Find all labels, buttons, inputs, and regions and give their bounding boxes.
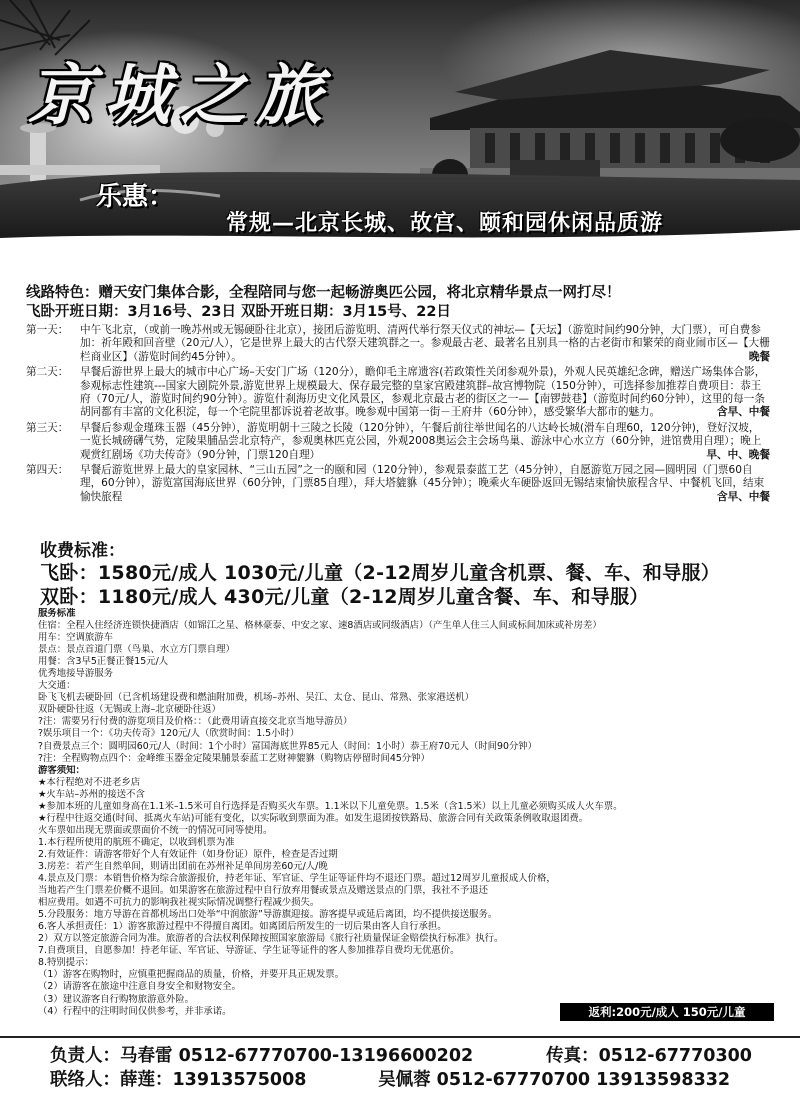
contact-person-2: 吴佩蓉 0512-67770700 13913598332 <box>378 1070 731 1090</box>
contact-person-1: 联络人：薛莲：13913575008 <box>50 1070 307 1090</box>
price-double-sleeper: 双卧：1180元/成人 430元/儿童（2-12周岁儿童含餐、车、和导服） <box>40 586 649 608</box>
notes-line: 6.客人承担责任：1）游客旅游过程中不得擅自离团。如离团后所发生的一切后果由客人自行承担。 <box>38 921 447 933</box>
day-meals: 早、中、晚餐 <box>706 448 770 461</box>
header-banner <box>0 0 800 262</box>
price-fly-sleeper: 飞卧：1580元/成人 1030元/儿童（2-12周岁儿童含机票、餐、车、和导服） <box>40 562 721 584</box>
notes-line: 大交通： <box>38 680 76 692</box>
notes-line: ?自费景点三个：圆明园60元/人（时间：1个小时）富国海底世界85元人（时间：1小时）恭王府70元人（时间90分钟） <box>38 740 538 752</box>
notes-heading: 服务标准 <box>38 608 76 619</box>
notes-line: 1.本行程所使用的航班不确定，以收到机票为准 <box>38 836 235 848</box>
day-label: 第二天： <box>26 366 69 379</box>
contact-fax: 传真：0512-67770300 <box>546 1046 752 1066</box>
notes-line: ?注：需要另行付费的游览项目及价格：：（此费用请直接交北京当地导游员） <box>38 716 353 728</box>
notes-line: （4）行程中的注明时间仅供参考，并非承诺。 <box>38 1005 232 1017</box>
day-label: 第四天： <box>26 464 69 477</box>
day-text: 早餐后游览世界上最大的皇家园林、“三山五园”之一的颐和园（120分钟），参观景泰蓝工艺（45分钟），自愿游览万园之园—圆明园（门票60自理，60分钟），游览富国海底世界（60分钟，门票85自理），拜大塔貔貅（45分钟）；晚乘火车硬卧返回无锡结束愉快旅程含早、中餐机飞回，结束愉快旅程 <box>80 464 765 503</box>
fee-section-title: 收费标准： <box>40 541 125 561</box>
notes-line: （1）游客在购物时，应慎重把握商品的质量，价格，并要开具正规发票。 <box>38 969 344 981</box>
contact-leader: 负责人：马春雷 0512-67770700-13196600202 <box>50 1046 474 1066</box>
notes-line: ★行程中往返交通(时间、抵离火车站)可能有变化，以实际收到票面为准。如发生退团按铁路局、旅游合同有关政策条例收取退团费。 <box>38 812 589 824</box>
notes-line: 景点：景点首道门票（鸟巢、水立方门票自理） <box>38 644 235 656</box>
promo-label: 乐惠： <box>96 182 175 212</box>
notes-heading: 游客须知： <box>38 764 85 776</box>
notes-line: 3.房差：若产生自然单间，则请出团前在苏州补足单间房差60元/人/晚 <box>38 860 328 872</box>
day-label: 第三天： <box>26 421 69 434</box>
day-text: 早餐后游世界上最大的城市中心广场–天安门广场（120分），瞻仰毛主席遗容(若政策性关闭参观外景)，外观人民英雄纪念碑，赠送广场集体合影，参观标志性建筑---国家大剧院外景,游览世界上规模最大、保存最完整的皇家宫殿建筑群–故宫博物院（150分钟），可选择参加推荐自费项目：恭王府（70元/人，游览时间约90分钟）。游览什刹海历史文化风景区，参观北京最古老的街区之一—【南锣鼓巷】（游览时间约60分钟），这里的每一条胡同都有丰富的文化积淀，每一个宅院里都诉说着老故事。晚参观中国第一街－王府井（60分钟），感受繁华大都市的魅力。 <box>80 366 766 419</box>
notes-line: 5.分段服务：地方导游在首都机场出口处举“中润旅游”导游旗迎接。游客提早或延后离团，均不提供接送服务。 <box>38 909 498 921</box>
itinerary-day <box>26 422 774 462</box>
page-title: 京城之旅 <box>28 56 332 134</box>
contact-row-2 <box>50 1066 730 1091</box>
notes-line: 住宿：全程入住经济连锁快捷酒店（如锦江之星、格林豪泰、中安之家、速8酒店或同级酒店）（产生单人住三人间或标间加床或补房差） <box>38 620 602 632</box>
notes-line: （2）请游客在旅途中注意自身安全和财物安全。 <box>38 981 241 993</box>
notes-line: 2）双方以签定旅游合同为准。旅游者的合法权利保障按照国家旅游局《旅行社质量保证金赔偿执行标准》执行。 <box>38 933 504 945</box>
notes-line: ?注：全程购物点四个：金峰维玉器金定陵果脯景泰蓝工艺财神貔貅（购物店停留时间45分钟） <box>38 752 430 764</box>
itinerary-day <box>26 366 774 420</box>
itinerary-day <box>26 324 774 364</box>
day-text: 早餐后参观金瑾珠玉器（45分钟），游览明朝十三陵之长陵（120分钟），午餐后前往举世闻名的八达岭长城(滑车自理60，120分钟)，登好汉坡，一览长城磅礴气势，定陵果脯品尝北京特产，参观奥林匹克公园，外观2008奥运会主会场鸟巢、游泳中心水立方（60分钟，进馆费用自理）；晚上观赏红剧场《功夫传奇》（90分钟，门票120自理） <box>80 421 762 461</box>
itinerary-day <box>26 464 774 504</box>
service-notes <box>38 608 778 1018</box>
notes-line: ★参加本班的儿童如身高在1.1米–1.5米可自行选择是否购买火车票。1.1米以下儿童免票。1.5米（含1.5米）以上儿童必须购买成人火车票。 <box>38 800 623 812</box>
day-description <box>80 422 774 462</box>
notes-line: 双卧硬卧往返（无锡或上海–北京硬卧往返） <box>38 704 221 716</box>
day-meals: 含早、中餐 <box>717 406 770 419</box>
day-text: 中午飞北京，（或前一晚苏州或无锡硬卧往北京），接团后游览明、清两代举行祭天仪式的神坛—【天坛】（游览时间约90分钟，大门票），可自费参加：祈年殿和回音壁（20元/人），它是世界上最大的古代祭天建筑群之一。参观最古老、最著名且别具一格的古老街市和繁荣的商业闹市区—【大栅栏商业区】（游览时间约45分钟）。 <box>80 324 770 363</box>
day-meals: 含早、中餐 <box>717 490 770 503</box>
notes-line: 4.景点及门票：本销售价格为综合旅游报价，持老年证、军官证、学生证等证件均不退还门票。超过12周岁儿童报成人价格， <box>38 873 556 885</box>
notes-line: ★本行程绝对不进老乡店 <box>38 776 141 788</box>
notes-line: 优秀地接导游服务 <box>38 668 114 680</box>
notes-line: 用车：空调旅游车 <box>38 632 114 644</box>
day-description <box>80 464 774 504</box>
contact-row-1 <box>50 1042 752 1067</box>
route-feature: 线路特色：赠天安门集体合影，全程陪同与您一起畅游奥匹公园，将北京精华景点一网打尽！ <box>26 285 621 301</box>
notes-line: 火车票如出现无票面或票面价不统一的情况可同等使用。 <box>38 824 273 836</box>
day-meals: 晚餐 <box>748 350 770 363</box>
day-label: 第一天： <box>26 324 69 336</box>
itinerary <box>26 324 774 506</box>
notes-line: 用餐：含3早5正餐正餐15元/人 <box>38 656 169 668</box>
notes-line: 2.有效证件：请游客带好个人有效证件（如身份证）原件，检查是否过期 <box>38 848 338 860</box>
notes-line: （3）建议游客自行购物旅游意外险。 <box>38 993 194 1005</box>
notes-line: 7.自费项目，自愿参加！持老年证、军官证、导游证、学生证等证件的客人参加推荐自费均无优惠价。 <box>38 945 460 957</box>
notes-line: 卧飞飞机去硬卧回（已含机场建设费和燃油附加费，机场–苏州、吴江、太仓、昆山、常熟、张家港送机） <box>38 692 474 704</box>
promo-headline: 常规—北京长城、故宫、颐和园休闲品质游 <box>226 211 664 236</box>
rebate-badge: 返利:200元/成人 150元/儿童 <box>560 1003 774 1021</box>
notes-line: 当地若产生门票差价概不退回。如果游客在旅游过程中自行放弃用餐或景点及赠送景点的门票，我社不予退还 <box>38 885 489 897</box>
day-description <box>80 366 774 420</box>
day-description <box>80 324 774 364</box>
notes-line: 8.特别提示： <box>38 957 94 969</box>
departure-dates: 飞卧开班日期：3月16号、23日 双卧开班日期：3月15号、22日 <box>26 304 451 320</box>
notes-line: ?娱乐项目一个：《功夫传奇》120元/人（欣赏时间：1.5小时） <box>38 728 300 740</box>
notes-line: 相应费用。如遇不可抗力的影响我社视实际情况调整行程减少损失。 <box>38 897 320 909</box>
notes-line: ★火车站–苏州的接送不含 <box>38 788 145 800</box>
